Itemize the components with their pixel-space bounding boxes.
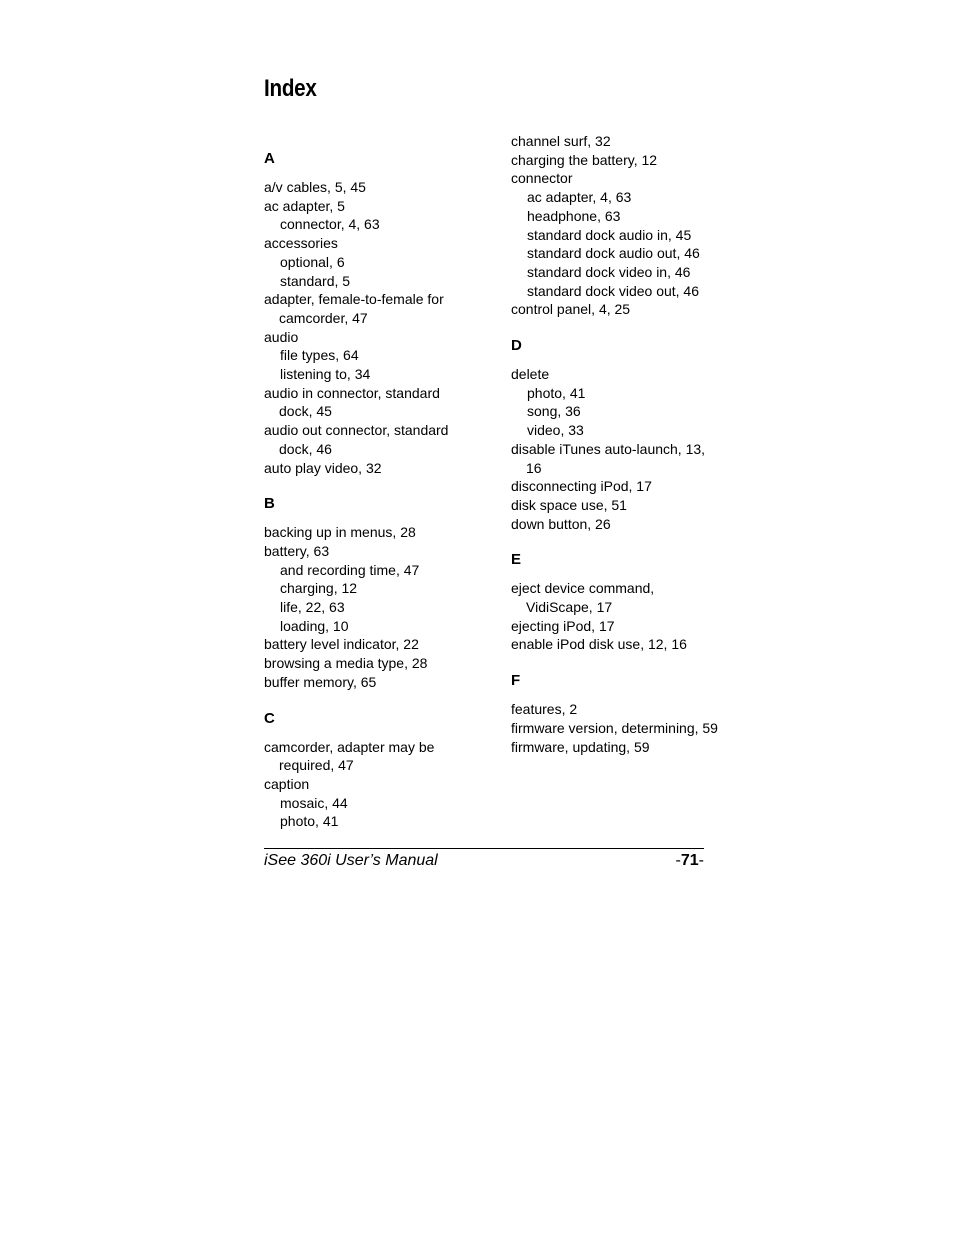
section-letter: E (511, 551, 522, 569)
index-subentry: song, 36 (527, 403, 581, 420)
index-entry: enable iPod disk use, 12, 16 (511, 636, 687, 653)
index-entry: caption (264, 775, 310, 792)
index-entry: camcorder, adapter may be required, 47 (264, 738, 435, 774)
index-subentry: standard, 5 (280, 272, 351, 289)
index-subentry: video, 33 (527, 422, 584, 439)
index-section-d (511, 337, 721, 533)
index-section-b (264, 495, 474, 691)
index-entry: audio in connector, standard dock, 45 (264, 384, 440, 420)
index-entry: firmware, updating, 59 (511, 738, 650, 755)
index-entry: disconnecting iPod, 17 (511, 478, 652, 495)
index-subentry: charging, 12 (280, 580, 358, 597)
index-entry: delete (511, 366, 550, 383)
section-letter: A (264, 150, 275, 167)
index-entry: charging the battery, 12 (511, 151, 658, 168)
index-subentry: ac adapter, 4, 63 (527, 189, 632, 206)
index-subentry: file types, 64 (280, 347, 359, 364)
index-subentry: photo, 41 (527, 384, 586, 401)
index-entry: ac adapter, 5 (264, 197, 345, 214)
index-entry: auto play video, 32 (264, 459, 382, 476)
index-entry: battery level indicator, 22 (264, 636, 419, 653)
index-subentry: standard dock video out, 46 (527, 282, 700, 299)
index-subentry: connector, 4, 63 (280, 216, 380, 233)
footer-page-number (676, 851, 704, 871)
section-letter: D (511, 337, 522, 355)
index-subentry: standard dock video in, 46 (527, 263, 691, 280)
index-subentry: life, 22, 63 (280, 599, 345, 616)
index-entry: browsing a media type, 28 (264, 655, 428, 672)
index-entry: buffer memory, 65 (264, 673, 377, 690)
section-letter: B (264, 495, 275, 513)
index-subentry: standard dock audio in, 45 (527, 226, 692, 243)
index-entry: ejecting iPod, 17 (511, 617, 615, 634)
index-entry: audio (264, 328, 299, 345)
section-spacer (264, 692, 474, 710)
section-letter: C (264, 709, 275, 727)
index-entry: accessories (264, 235, 338, 252)
index-entry: audio out connector, standard dock, 46 (264, 422, 449, 457)
index-subentry: optional, 6 (280, 253, 345, 270)
page-number-suffix: - (698, 852, 704, 869)
index-entry: disable iTunes auto-launch, 13, 16 (511, 440, 706, 476)
page-title: Index (264, 75, 317, 102)
index-section-f (511, 672, 721, 756)
index-entry: adapter, female-to-female for camcorder, 47 (264, 291, 444, 326)
section-letter: F (511, 672, 521, 690)
index-entry: backing up in menus, 28 (264, 524, 416, 541)
index-entry: battery, 63 (264, 542, 330, 559)
index-column-right (511, 132, 721, 756)
index-subentry: and recording time, 47 (280, 561, 420, 578)
index-column-left (264, 150, 474, 831)
index-entry: firmware version, determining, 59 (511, 719, 718, 736)
index-entry: disk space use, 51 (511, 496, 627, 513)
index-entry: features, 2 (511, 701, 578, 718)
index-section-c (264, 710, 474, 832)
index-subentry: standard dock audio out, 46 (527, 245, 700, 262)
index-entry: control panel, 4, 25 (511, 301, 631, 318)
index-section-e (511, 551, 721, 654)
section-spacer (511, 533, 721, 551)
section-spacer (511, 654, 721, 672)
index-entry: connector (511, 170, 573, 187)
footer-divider (264, 848, 704, 849)
index-section-a (264, 150, 474, 477)
index-entry: down button, 26 (511, 515, 611, 532)
index-subentry: listening to, 34 (280, 366, 371, 383)
page-number-value: 71 (680, 852, 699, 869)
section-spacer (264, 477, 474, 495)
section-spacer (511, 319, 721, 337)
page-number-prefix: - (675, 852, 681, 869)
index-subentry: loading, 10 (280, 617, 349, 634)
index-entry: channel surf, 32 (511, 133, 611, 149)
index-entry: eject device command, VidiScape, 17 (511, 580, 655, 616)
index-subentry: headphone, 63 (527, 207, 621, 224)
index-subentry: mosaic, 44 (280, 794, 348, 811)
index-entry: a/v cables, 5, 45 (264, 179, 366, 195)
index-subentry: photo, 41 (280, 813, 339, 830)
footer-manual-title: iSee 360i User’s Manual (264, 852, 438, 869)
